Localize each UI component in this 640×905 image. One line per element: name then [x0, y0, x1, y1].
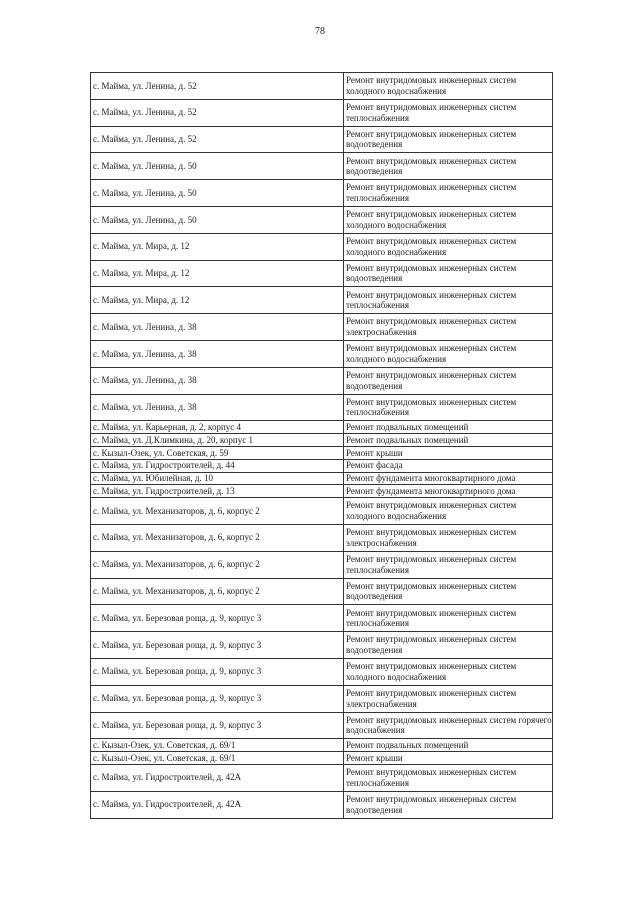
address-cell: с. Майма, ул. Механизаторов, д. 6, корпус 2	[91, 524, 344, 551]
repair-registry-table	[90, 72, 553, 819]
address-cell: с. Майма, ул. Механизаторов, д. 6, корпус 2	[91, 578, 344, 605]
table-row	[91, 459, 553, 472]
address-cell: с. Майма, ул. Юбилейная, д. 10	[91, 472, 344, 485]
table-row	[91, 485, 553, 498]
address-cell: с. Майма, ул. Березовая роща, д. 9, корпус 3	[91, 712, 344, 739]
address-cell: с. Майма, ул. Ленина, д. 50	[91, 180, 344, 207]
work-type-cell: Ремонт внутридомовых инженерных систем теплоснабжения	[344, 605, 553, 632]
table-row	[91, 472, 553, 485]
table-row	[91, 551, 553, 578]
work-type-cell: Ремонт внутридомовых инженерных систем холодного водоснабжения	[344, 498, 553, 525]
work-type-cell: Ремонт внутридомовых инженерных систем горячего водоснабжения	[344, 712, 553, 739]
table-row	[91, 394, 553, 421]
table-row	[91, 791, 553, 818]
work-type-cell: Ремонт внутридомовых инженерных систем теплоснабжения	[344, 764, 553, 791]
address-cell: с. Майма, ул. Березовая роща, д. 9, корпус 3	[91, 658, 344, 685]
table-row	[91, 99, 553, 126]
work-type-cell: Ремонт внутридомовых инженерных систем холодного водоснабжения	[344, 340, 553, 367]
work-type-cell: Ремонт крыши	[344, 752, 553, 765]
table-row	[91, 367, 553, 394]
address-cell: с. Майма, ул. Механизаторов, д. 6, корпус 2	[91, 498, 344, 525]
work-type-cell: Ремонт внутридомовых инженерных систем теплоснабжения	[344, 394, 553, 421]
work-type-cell: Ремонт внутридомовых инженерных систем водоотведения	[344, 367, 553, 394]
work-type-cell: Ремонт внутридомовых инженерных систем холодного водоснабжения	[344, 206, 553, 233]
table-row	[91, 578, 553, 605]
work-type-cell: Ремонт фундамента многоквартирного дома	[344, 485, 553, 498]
address-cell: с. Майма, ул. Д.Климкина, д. 20, корпус 1	[91, 434, 344, 447]
work-type-cell: Ремонт внутридомовых инженерных систем холодного водоснабжения	[344, 233, 553, 260]
address-cell: с. Майма, ул. Ленина, д. 52	[91, 99, 344, 126]
work-type-cell: Ремонт внутридомовых инженерных систем водоотведения	[344, 260, 553, 287]
address-cell: с. Майма, ул. Гидростроителей, д. 42А	[91, 791, 344, 818]
address-cell: с. Майма, ул. Ленина, д. 38	[91, 394, 344, 421]
address-cell: с. Майма, ул. Мира, д. 12	[91, 260, 344, 287]
address-cell: с. Кызыл-Озек, ул. Советская, д. 69/1	[91, 752, 344, 765]
work-type-cell: Ремонт фундамента многоквартирного дома	[344, 472, 553, 485]
work-type-cell: Ремонт внутридомовых инженерных систем теплоснабжения	[344, 287, 553, 314]
table-row	[91, 434, 553, 447]
address-cell: с. Майма, ул. Ленина, д. 50	[91, 153, 344, 180]
table-row	[91, 739, 553, 752]
work-type-cell: Ремонт внутридомовых инженерных систем водоотведения	[344, 126, 553, 153]
table-row	[91, 287, 553, 314]
work-type-cell: Ремонт подвальных помещений	[344, 434, 553, 447]
address-cell: с. Майма, ул. Ленина, д. 52	[91, 73, 344, 100]
address-cell: с. Майма, ул. Мира, д. 12	[91, 287, 344, 314]
table-row	[91, 752, 553, 765]
work-type-cell: Ремонт фасада	[344, 459, 553, 472]
work-type-cell: Ремонт подвальных помещений	[344, 421, 553, 434]
table-row	[91, 73, 553, 100]
address-cell: с. Майма, ул. Мира, д. 12	[91, 233, 344, 260]
address-cell: с. Майма, ул. Гидростроителей, д. 13	[91, 485, 344, 498]
work-type-cell: Ремонт крыши	[344, 446, 553, 459]
address-cell: с. Майма, ул. Березовая роща, д. 9, корпус 3	[91, 605, 344, 632]
work-type-cell: Ремонт внутридомовых инженерных систем электроснабжения	[344, 524, 553, 551]
table-row	[91, 180, 553, 207]
address-cell: с. Майма, ул. Гидростроителей, д. 44	[91, 459, 344, 472]
table-row	[91, 632, 553, 659]
address-cell: с. Майма, ул. Гидростроителей, д. 42А	[91, 764, 344, 791]
table-row	[91, 685, 553, 712]
address-cell: с. Кызыл-Озек, ул. Советская, д. 59	[91, 446, 344, 459]
address-cell: с. Майма, ул. Березовая роща, д. 9, корпус 3	[91, 685, 344, 712]
address-cell: с. Майма, ул. Ленина, д. 52	[91, 126, 344, 153]
work-type-cell: Ремонт внутридомовых инженерных систем водоотведения	[344, 578, 553, 605]
work-type-cell: Ремонт внутридомовых инженерных систем водоотведения	[344, 791, 553, 818]
table-row	[91, 421, 553, 434]
address-cell: с. Майма, ул. Ленина, д. 38	[91, 367, 344, 394]
address-cell: с. Майма, ул. Ленина, д. 38	[91, 314, 344, 341]
table-row	[91, 153, 553, 180]
table-row	[91, 206, 553, 233]
work-type-cell: Ремонт внутридомовых инженерных систем теплоснабжения	[344, 551, 553, 578]
work-type-cell: Ремонт внутридомовых инженерных систем водоотведения	[344, 153, 553, 180]
table-row	[91, 446, 553, 459]
address-cell: с. Майма, ул. Карьерная, д. 2, корпус 4	[91, 421, 344, 434]
address-cell: с. Кызыл-Озек, ул. Советская, д. 69/1	[91, 739, 344, 752]
table-row	[91, 233, 553, 260]
work-type-cell: Ремонт внутридомовых инженерных систем электроснабжения	[344, 314, 553, 341]
table-row	[91, 314, 553, 341]
work-type-cell: Ремонт внутридомовых инженерных систем холодного водоснабжения	[344, 658, 553, 685]
work-type-cell: Ремонт внутридомовых инженерных систем теплоснабжения	[344, 99, 553, 126]
work-type-cell: Ремонт внутридомовых инженерных систем холодного водоснабжения	[344, 73, 553, 100]
table-row	[91, 764, 553, 791]
address-cell: с. Майма, ул. Механизаторов, д. 6, корпус 2	[91, 551, 344, 578]
table-row	[91, 524, 553, 551]
table-row	[91, 498, 553, 525]
work-type-cell: Ремонт подвальных помещений	[344, 739, 553, 752]
page-number: 78	[315, 26, 325, 37]
registry-body	[91, 73, 553, 819]
address-cell: с. Майма, ул. Ленина, д. 50	[91, 206, 344, 233]
work-type-cell: Ремонт внутридомовых инженерных систем водоотведения	[344, 632, 553, 659]
address-cell: с. Майма, ул. Ленина, д. 38	[91, 340, 344, 367]
table-row	[91, 340, 553, 367]
address-cell: с. Майма, ул. Березовая роща, д. 9, корпус 3	[91, 632, 344, 659]
table-row	[91, 658, 553, 685]
table-row	[91, 126, 553, 153]
table-row	[91, 260, 553, 287]
work-type-cell: Ремонт внутридомовых инженерных систем электроснабжения	[344, 685, 553, 712]
table-row	[91, 605, 553, 632]
table-row	[91, 712, 553, 739]
work-type-cell: Ремонт внутридомовых инженерных систем теплоснабжения	[344, 180, 553, 207]
